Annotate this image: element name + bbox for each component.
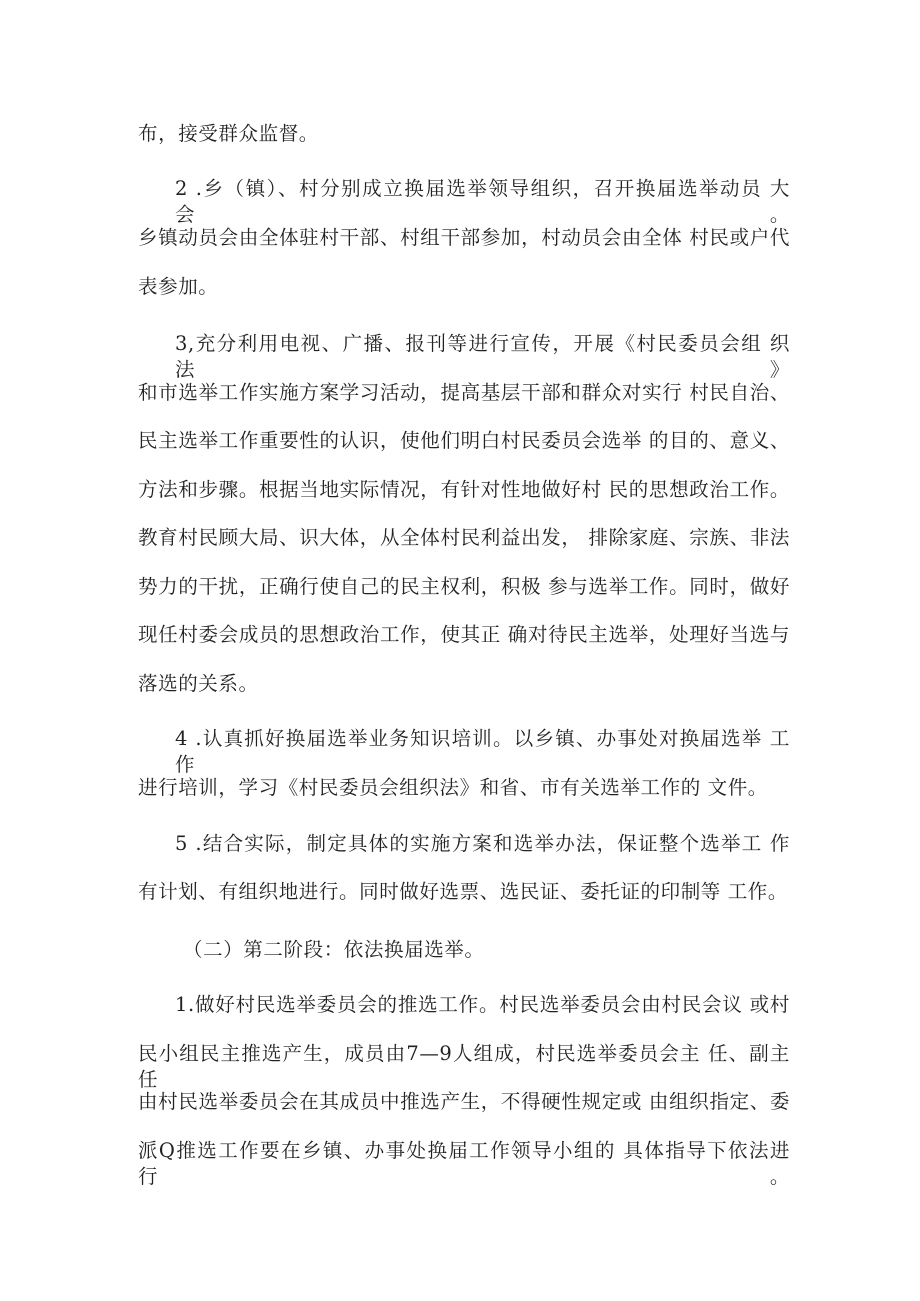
paragraph-line: 5 .结合实际，制定具体的实施方案和选举办法，保证整个选举工 作 [175,832,790,855]
paragraph-line: 民主选举工作重要性的认识，使他们明白村民委员会选举 的目的、意义、 [138,429,790,452]
paragraph-line: 1.做好村民选举委员会的推选工作。村民选举委员会由村民会议 或村 [175,993,790,1016]
paragraph-line: 势力的干扰，正确行使自己的民主权利，积极 参与选举工作。同时，做好 [138,575,790,598]
paragraph-line: 进行培训，学习《村民委员会组织法》和省、市有关选举工作的 文件。 [138,776,768,799]
paragraph-line: 民小组民主推选产生，成员由7—9人组成，村民选举委员会主 任、副主任 [138,1042,790,1091]
paragraph-line: 现任村委会成员的思想政治工作，使其正 确对待民主选举，处理好当选与 [138,623,790,646]
paragraph-line: 布，接受群众监督。 [138,122,319,145]
paragraph-line: 乡镇动员会由全体驻村干部、村组干部参加，村动员会由全体 村民或户代 [138,226,790,249]
paragraph-line: 和市选举工作实施方案学习活动，提高基层干部和群众对实行 村民自治、 [138,381,790,404]
paragraph-line: 有计划、有组织地进行。同时做好选票、选民证、委托证的印制等 工作。 [138,880,788,903]
paragraph-line: 落选的关系。 [138,672,259,695]
section-heading: （二）第二阶段：依法换届选举。 [183,938,485,961]
paragraph-line: 派Q推选工作要在乡镇、办事处换届工作领导小组的 具体指导下依法进行。 [138,1139,790,1188]
paragraph-line: 2 .乡（镇）、村分别成立换届选举领导组织，召开换届选举动员 大会。 [175,177,790,226]
paragraph-line: 教育村民顾大局、识大体，从全体村民利益出发， 排除家庭、宗族、非法 [138,526,790,549]
paragraph-line: 方法和步骤。根据当地实际情况，有针对性地做好村 民的思想政治工作。 [138,478,790,501]
paragraph-line: 4 .认真抓好换届选举业务知识培训。以乡镇、办事处对换届选举 工作 [175,727,790,776]
paragraph-line: 3,充分利用电视、广播、报刊等进行宣传，开展《村民委员会组 织法》 [175,332,790,381]
paragraph-line: 表参加。 [138,275,219,298]
paragraph-line: 由村民选举委员会在其成员中推选产生，不得硬性规定或 由组织指定、委 [138,1090,790,1113]
